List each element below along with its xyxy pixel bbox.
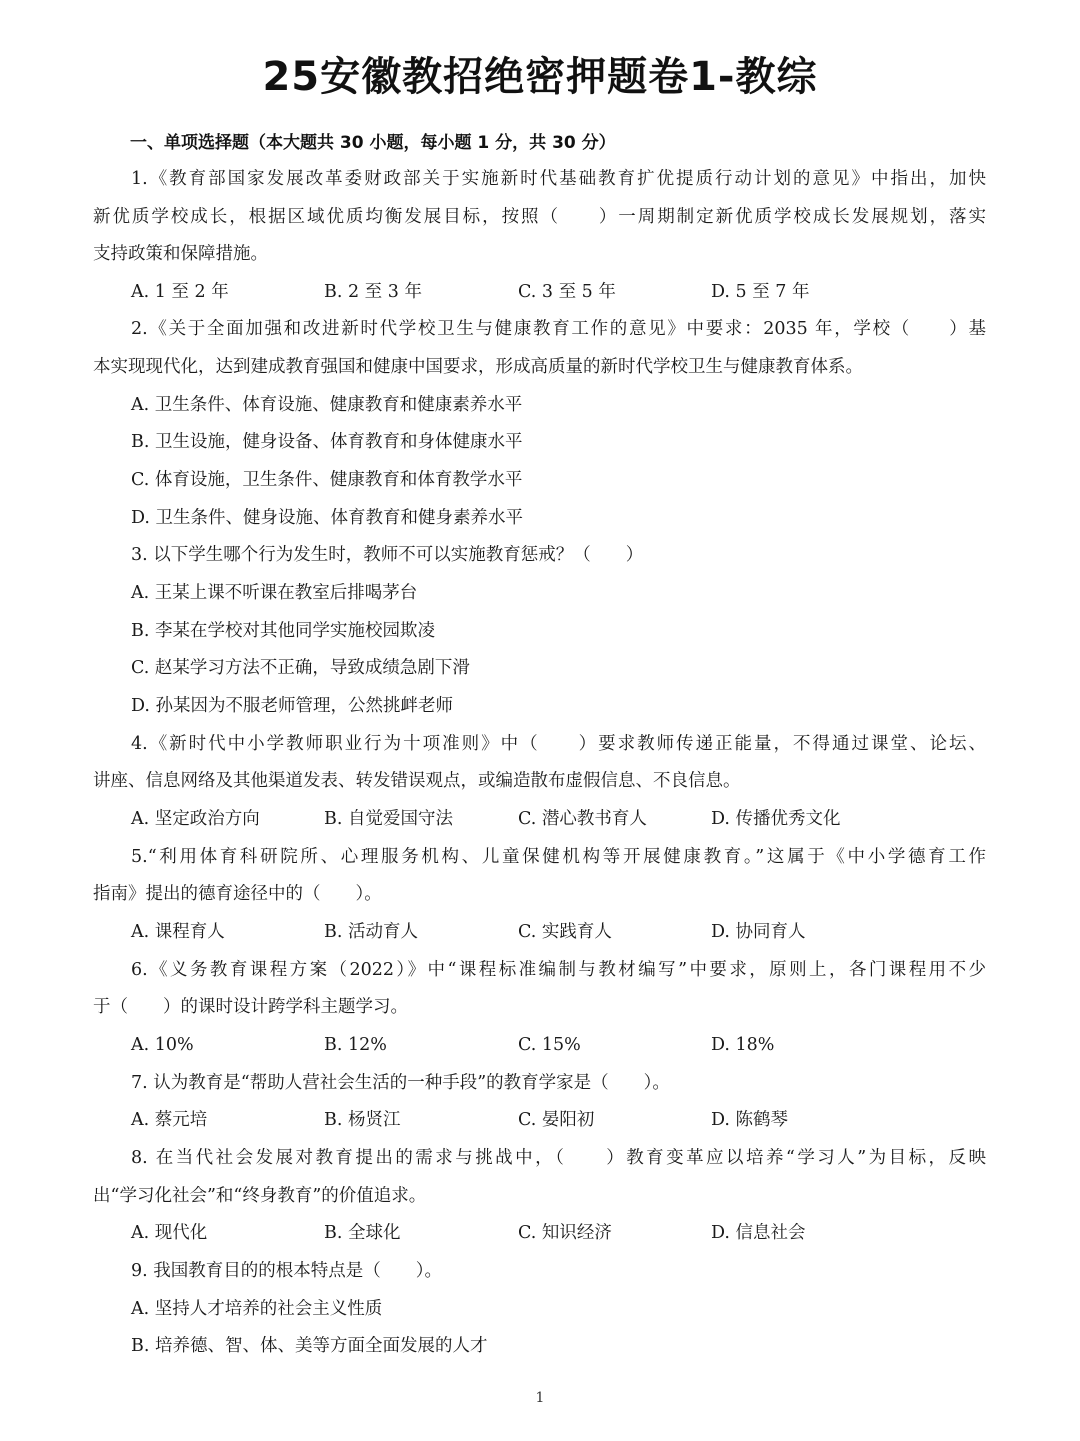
question-3-option-d: D. 孙某因为不服老师管理，公然挑衅老师: [131, 696, 454, 716]
option-c: C. 潜心教书育人: [518, 809, 647, 829]
question-7-options: [131, 1105, 986, 1135]
option-a: A. 1 至 2 年: [131, 282, 229, 302]
page-title: 25安徽教招绝密押题卷1-教综: [262, 54, 818, 100]
question-3-option-b: B. 李某在学校对其他同学实施校园欺凌: [131, 621, 435, 641]
question-2-option-d: D. 卫生条件、健身设施、体育教育和健身素养水平: [131, 508, 524, 528]
option-b: B. 杨贤江: [324, 1110, 401, 1130]
question-9-option-a: A. 坚持人才培养的社会主义性质: [131, 1299, 383, 1319]
question-9-option-b: B. 培养德、智、体、美等方面全面发展的人才: [131, 1336, 488, 1356]
question-5-line-1: 5.“利用体育科研院所、心理服务机构、儿童保健机构等开展健康教育。”这属于《中小学德育工作: [131, 847, 986, 867]
option-a: A. 现代化: [131, 1223, 208, 1243]
question-6-line-1: 6.《义务教育课程方案（2022）》中“课程标准编制与教材编写”中要求，原则上，各门课程用不少: [131, 960, 986, 980]
question-2-option-a: A. 卫生条件、体育设施、健康教育和健康素养水平: [131, 395, 523, 415]
option-b: B. 自觉爱国守法: [324, 809, 453, 829]
option-d: D. 5 至 7 年: [711, 282, 810, 302]
question-3-option-a: A. 王某上课不听课在教室后排喝茅台: [131, 583, 418, 603]
option-d: D. 传播优秀文化: [711, 809, 841, 829]
question-9-line-1: 9. 我国教育目的的根本特点是（ ）。: [131, 1261, 443, 1281]
section-heading: 一、单项选择题（本大题共 30 小题，每小题 1 分，共 30 分）: [130, 133, 616, 153]
option-a: A. 蔡元培: [131, 1110, 208, 1130]
option-b: B. 全球化: [324, 1223, 401, 1243]
question-4-options: [131, 804, 986, 834]
option-d: D. 信息社会: [711, 1223, 806, 1243]
question-3-line-1: 3. 以下学生哪个行为发生时，教师不可以实施教育惩戒？（ ）: [131, 545, 644, 565]
option-c: C. 3 至 5 年: [518, 282, 616, 302]
option-c: C. 知识经济: [518, 1223, 612, 1243]
question-4-line-2: 讲座、信息网络及其他渠道发表、转发错误观点，或编造散布虚假信息、不良信息。: [93, 771, 741, 791]
question-5-line-2: 指南》提出的德育途径中的（ ）。: [93, 884, 382, 904]
question-4-line-1: 4.《新时代中小学教师职业行为十项准则》中（ ）要求教师传递正能量，不得通过课堂、论坛、: [131, 734, 986, 754]
question-8-line-2: 出“学习化社会”和“终身教育”的价值追求。: [93, 1186, 427, 1206]
option-d: D. 协同育人: [711, 922, 806, 942]
option-c: C. 晏阳初: [518, 1110, 595, 1130]
question-2-option-b: B. 卫生设施，健身设备、体育教育和身体健康水平: [131, 432, 523, 452]
option-b: B. 12%: [324, 1035, 387, 1055]
page-number: 1: [535, 1390, 545, 1406]
question-6-line-2: 于（ ）的课时设计跨学科主题学习。: [93, 997, 408, 1017]
question-2-option-c: C. 体育设施，卫生条件、健康教育和体育教学水平: [131, 470, 523, 490]
question-2-line-1: 2.《关于全面加强和改进新时代学校卫生与健康教育工作的意见》中要求：2035 年，学校（ ）基: [131, 319, 986, 339]
question-5-options: [131, 917, 986, 947]
option-a: A. 10%: [131, 1035, 194, 1055]
question-2-line-2: 本实现现代化，达到建成教育强国和健康中国要求，形成高质量的新时代学校卫生与健康教育体系。: [93, 357, 863, 377]
question-7-line-1: 7. 认为教育是“帮助人营社会生活的一种手段”的教育学家是（ ）。: [131, 1073, 670, 1093]
question-1-line-2: 新优质学校成长，根据区域优质均衡发展目标，按照（ ）一周期制定新优质学校成长发展规划，落实: [93, 207, 986, 227]
option-d: D. 陈鹤琴: [711, 1110, 789, 1130]
option-b: B. 2 至 3 年: [324, 282, 422, 302]
option-d: D. 18%: [711, 1035, 775, 1055]
question-3-option-c: C. 赵某学习方法不正确，导致成绩急剧下滑: [131, 658, 470, 678]
question-1-line-3: 支持政策和保障措施。: [93, 244, 268, 264]
option-a: A. 课程育人: [131, 922, 225, 942]
option-c: C. 15%: [518, 1035, 581, 1055]
option-c: C. 实践育人: [518, 922, 612, 942]
question-6-options: [131, 1030, 986, 1060]
question-8-line-1: 8. 在当代社会发展对教育提出的需求与挑战中，（ ）教育变革应以培养“学习人”为目标，反映: [131, 1148, 986, 1168]
question-1-line-1: 1.《教育部国家发展改革委财政部关于实施新时代基础教育扩优提质行动计划的意见》中指出，加快: [131, 169, 986, 189]
question-1-options: [131, 277, 986, 307]
option-b: B. 活动育人: [324, 922, 418, 942]
question-8-options: [131, 1218, 986, 1248]
option-a: A. 坚定政治方向: [131, 809, 260, 829]
